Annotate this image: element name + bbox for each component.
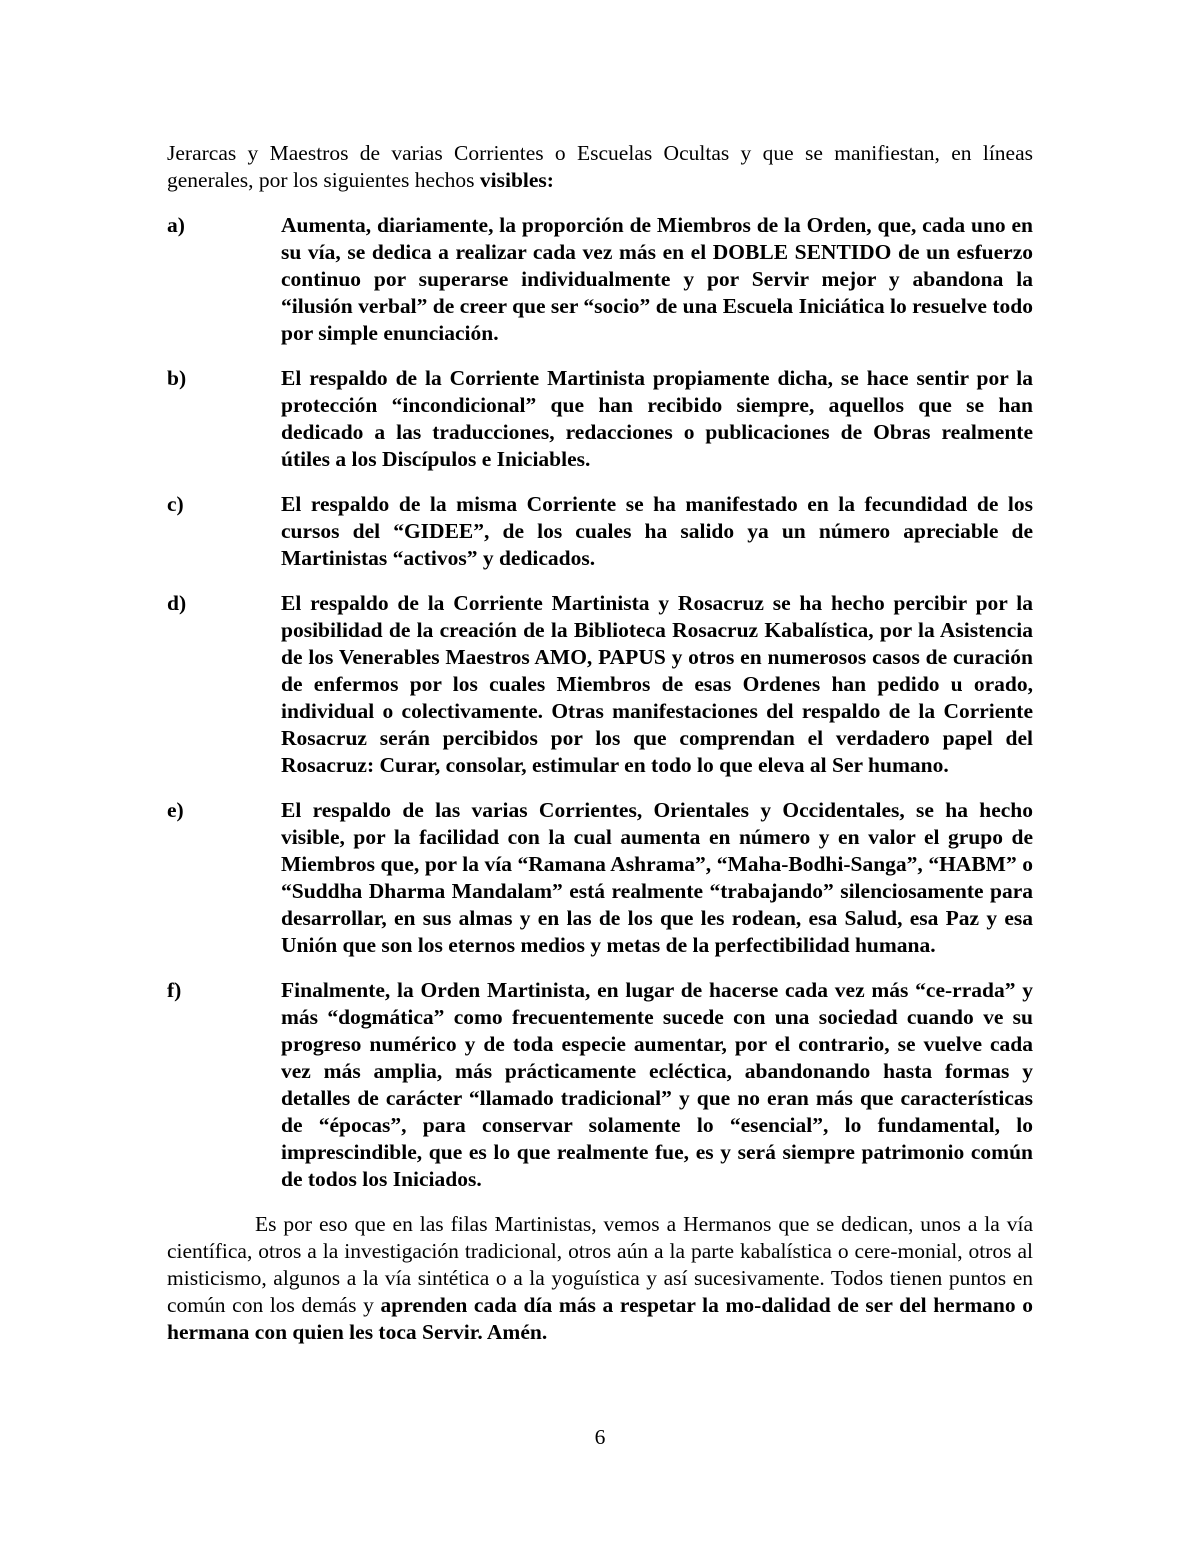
document-page	[167, 140, 1033, 1346]
intro-text: Jerarcas y Maestros de varias Corrientes o Escuelas Ocultas y que se manifiestan, en líneas generales, por los siguientes hechos	[167, 141, 1033, 192]
list-item-text: El respaldo de la misma Corriente se ha manifestado en la fecundidad de los cursos del “GIDEE”, de los cuales ha salido ya un número apreciable de Martinistas “activos” y dedicados.	[281, 492, 1033, 570]
closing-paragraph	[167, 1211, 1033, 1346]
list-item-d	[167, 590, 1033, 779]
page-number: 6	[594, 1425, 606, 1449]
list-item-label: d)	[167, 591, 187, 615]
list-item-b	[167, 365, 1033, 473]
list-item-label: c)	[167, 492, 184, 516]
intro-paragraph	[167, 140, 1033, 194]
list-item-text: El respaldo de la Corriente Martinista y Rosacruz se ha hecho percibir por la posibilidad de la creación de la Biblioteca Rosacruz Kabalística, por la Asistencia de los Venerables Maestros AMO, PAPUS y otros en numerosos casos de curación de enfermos por los cuales Miembros de esas Ordenes han pedido u orado, individual o colectivamente. Otras manifestaciones del respaldo de la Corriente Rosacruz serán percibidos por los que comprendan el verdadero papel del Rosacruz: Curar, consolar, estimular en todo lo que eleva al Ser humano.	[281, 591, 1033, 777]
list-item-label: b)	[167, 366, 187, 390]
list-item-f	[167, 977, 1033, 1193]
closing-bold-text: aprenden cada día más a respetar la mo-dalidad de ser del hermano o hermana con quien les toca Servir. Amén.	[167, 1293, 1034, 1344]
list-item-label: f)	[167, 978, 182, 1002]
list-item-text: El respaldo de las varias Corrientes, Orientales y Occidentales, se ha hecho visible, por la facilidad con la cual aumenta en número y en valor el grupo de Miembros que, por la vía “Ramana Ashrama”, “Maha-Bodhi-Sanga”, “HABM” o “Suddha Dharma Mandalam” está realmente “trabajando” silenciosamente para desarrollar, en sus almas y en las de los que les rodean, esa Salud, esa Paz y esa Unión que son los eternos medios y metas de la perfectibilidad humana.	[281, 798, 1033, 957]
list-item-label: a)	[167, 213, 185, 237]
list-item-text: El respaldo de la Corriente Martinista propiamente dicha, se hace sentir por la protección “incondicional” que han recibido siempre, aquellos que se han dedicado a las traducciones, redacciones o publicaciones de Obras realmente útiles a los Discípulos e Iniciables.	[281, 366, 1033, 471]
list-item-a	[167, 212, 1033, 347]
list-item-text: Aumenta, diariamente, la proporción de Miembros de la Orden, que, cada uno en su vía, se dedica a realizar cada vez más en el DOBLE SENTIDO de un esfuerzo continuo por superarse individualmente y por Servir mejor y abandona la “ilusión verbal” de creer que ser “socio” de una Escuela Iniciática lo resuelve todo por simple enunciación.	[281, 213, 1033, 345]
closing-text: Es por eso que en las filas Martinistas, vemos a Hermanos que se dedican, unos a la vía científica, otros a la investigación tradicional, otros aún a la parte kabalística o cere-monial, otros al misticismo, algunos a la vía sintética o a la yoguística y así sucesivamente. Todos tienen puntos en común con los demás y	[167, 1212, 1033, 1317]
list-item-text: Finalmente, la Orden Martinista, en lugar de hacerse cada vez más “ce-rrada” y más “dogmática” como frecuentemente sucede con una sociedad cuando ve su progreso numérico y de toda especie aumentar, por el contrario, se vuelve cada vez más amplia, más prácticamente ecléctica, abandonando hasta formas y detalles de carácter “llamado tradicional” y que no eran más que características de “épocas”, para conservar solamente lo “esencial”, lo fundamental, lo imprescindible, que es lo que realmente fue, es y será siempre patrimonio común de todos los Iniciados.	[281, 978, 1033, 1191]
list-item-e	[167, 797, 1033, 959]
intro-bold-text: visibles:	[479, 168, 554, 192]
list-item-label: e)	[167, 798, 184, 822]
list-item-c	[167, 491, 1033, 572]
